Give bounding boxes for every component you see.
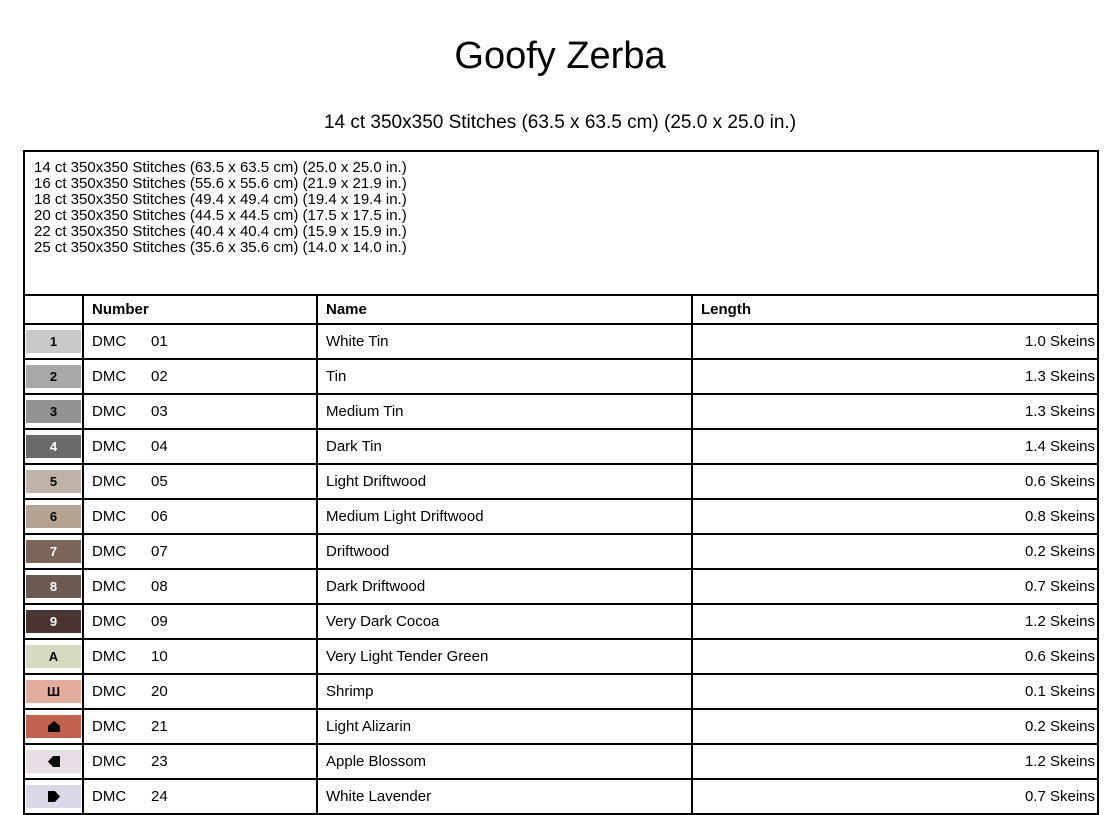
length-cell: 0.2 Skeins [692,534,1098,569]
house-shape-icon [48,721,60,732]
table-row [24,604,1098,639]
thread-code: 07 [151,543,168,560]
color-swatch [26,365,81,388]
thread-code: 09 [151,613,168,630]
name-cell: Driftwood [317,534,692,569]
thread-brand: DMC [92,368,127,385]
table-row [24,674,1098,709]
symbol-cell [24,709,83,744]
thread-brand: DMC [92,578,127,595]
thread-brand: DMC [92,473,127,490]
color-swatch [26,645,81,668]
symbol-cell [24,499,83,534]
symbol-cell [24,569,83,604]
table-row [24,464,1098,499]
number-cell [83,394,317,429]
thread-brand: DMC [92,753,127,770]
color-swatch [26,400,81,423]
length-cell: 0.7 Skeins [692,779,1098,814]
thread-code: 06 [151,508,168,525]
symbol-cell [24,674,83,709]
symbol-glyph: 4 [49,439,58,454]
document-title: Goofy Zerba [454,35,666,77]
number-cell [83,674,317,709]
color-swatch [26,610,81,633]
symbol-cell [24,359,83,394]
thread-code: 08 [151,578,168,595]
fabric-sizes-list [25,152,1097,256]
table-row [24,744,1098,779]
pentagon-right-icon [48,791,60,802]
thread-brand: DMC [92,543,127,560]
thread-brand: DMC [92,403,127,420]
document-subtitle: 14 ct 350x350 Stitches (63.5 x 63.5 cm) (25.0 x 25.0 in.) [323,112,797,133]
color-swatch [26,435,81,458]
thread-brand: DMC [92,788,127,805]
symbol-column-header [24,295,83,324]
color-swatch [26,785,81,808]
symbol-glyph: 5 [49,474,58,489]
number-cell [83,569,317,604]
fabric-size-line: 22 ct 350x350 Stitches (40.4 x 40.4 cm) (15.9 x 15.9 in.) [34,223,407,240]
thread-code: 02 [151,368,168,385]
fabric-size-line: 20 ct 350x350 Stitches (44.5 x 44.5 cm) (17.5 x 17.5 in.) [34,207,407,224]
symbol-glyph: A [48,649,59,664]
table-header-row [24,295,1098,324]
length-cell: 0.7 Skeins [692,569,1098,604]
thread-code: 03 [151,403,168,420]
fabric-size-line: 18 ct 350x350 Stitches (49.4 x 49.4 cm) (19.4 x 19.4 in.) [34,191,407,208]
length-column-header: Length [692,295,1098,324]
fabric-sizes-box [23,150,1099,296]
name-cell: Dark Tin [317,429,692,464]
symbol-cell [24,324,83,359]
length-cell: 1.3 Skeins [692,394,1098,429]
symbol-glyph: 1 [49,334,58,349]
fabric-size-line: 16 ct 350x350 Stitches (55.6 x 55.6 cm) (21.9 x 21.9 in.) [34,175,407,192]
name-cell: Medium Tin [317,394,692,429]
thread-code: 04 [151,438,168,455]
number-cell [83,744,317,779]
table-row [24,639,1098,674]
name-column-header: Name [317,295,692,324]
thread-brand: DMC [92,333,127,350]
number-cell [83,324,317,359]
color-swatch [26,540,81,563]
symbol-glyph: 3 [49,404,58,419]
length-cell: 0.6 Skeins [692,464,1098,499]
name-cell: Dark Driftwood [317,569,692,604]
fabric-size-line: 14 ct 350x350 Stitches (63.5 x 63.5 cm) (25.0 x 25.0 in.) [34,159,407,176]
symbol-glyph: 2 [49,369,58,384]
thread-brand: DMC [92,648,127,665]
number-cell [83,639,317,674]
name-cell: Shrimp [317,674,692,709]
name-cell: Apple Blossom [317,744,692,779]
length-cell: 1.2 Skeins [692,604,1098,639]
number-cell [83,534,317,569]
thread-code: 10 [151,648,168,665]
length-cell: 1.2 Skeins [692,744,1098,779]
number-cell [83,604,317,639]
length-cell: 1.3 Skeins [692,359,1098,394]
thread-code: 24 [151,788,168,805]
fabric-size-line: 25 ct 350x350 Stitches (35.6 x 35.6 cm) (14.0 x 14.0 in.) [34,239,407,256]
thread-code: 21 [151,718,168,735]
name-cell: Tin [317,359,692,394]
name-cell: Very Dark Cocoa [317,604,692,639]
table-row [24,499,1098,534]
name-cell: White Tin [317,324,692,359]
thread-brand: DMC [92,508,127,525]
length-cell: 1.0 Skeins [692,324,1098,359]
length-cell: 0.8 Skeins [692,499,1098,534]
color-swatch [26,750,81,773]
symbol-glyph: 7 [49,544,58,559]
length-cell: 0.6 Skeins [692,639,1098,674]
number-column-header: Number [83,295,317,324]
length-cell: 0.1 Skeins [692,674,1098,709]
number-cell [83,359,317,394]
number-cell [83,429,317,464]
symbol-cell [24,639,83,674]
length-cell: 1.4 Skeins [692,429,1098,464]
symbol-cell [24,604,83,639]
thread-code: 05 [151,473,168,490]
number-cell [83,709,317,744]
thread-code: 23 [151,753,168,770]
table-row [24,779,1098,814]
symbol-cell [24,779,83,814]
pentagon-left-icon [48,756,60,767]
thread-code: 20 [151,683,168,700]
color-swatch [26,470,81,493]
color-swatch [26,505,81,528]
number-cell [83,499,317,534]
thread-brand: DMC [92,683,127,700]
number-cell [83,779,317,814]
table-row [24,359,1098,394]
symbol-cell [24,429,83,464]
thread-brand: DMC [92,438,127,455]
name-cell: Light Alizarin [317,709,692,744]
length-cell: 0.2 Skeins [692,709,1098,744]
color-swatch [26,680,81,703]
thread-code: 01 [151,333,168,350]
table-row [24,324,1098,359]
name-cell: White Lavender [317,779,692,814]
symbol-cell [24,464,83,499]
name-cell: Light Driftwood [317,464,692,499]
symbol-cell [24,744,83,779]
table-row [24,569,1098,604]
table-row [24,394,1098,429]
table-row [24,429,1098,464]
thread-brand: DMC [92,718,127,735]
symbol-glyph: 8 [49,579,58,594]
name-cell: Medium Light Driftwood [317,499,692,534]
thread-table [23,294,1099,815]
color-swatch [26,330,81,353]
symbol-glyph: Ш [46,684,61,699]
table-row [24,709,1098,744]
symbol-glyph: 9 [49,614,58,629]
thread-brand: DMC [92,613,127,630]
symbol-cell [24,394,83,429]
symbol-cell [24,534,83,569]
symbol-glyph: 6 [49,509,58,524]
name-cell: Very Light Tender Green [317,639,692,674]
table-row [24,534,1098,569]
color-swatch [26,575,81,598]
color-swatch [26,715,81,738]
thread-rows [24,324,1098,814]
number-cell [83,464,317,499]
